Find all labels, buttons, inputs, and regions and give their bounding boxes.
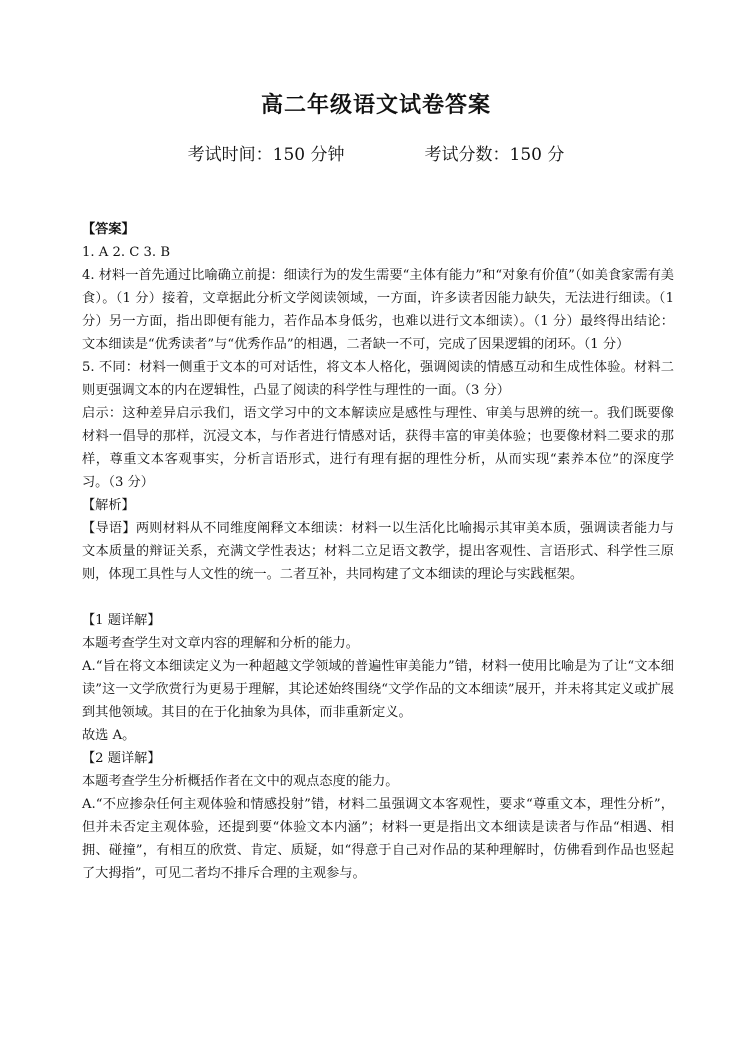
detail-2-intro: 本题考查学生分析概括作者在文中的观点态度的能力。 <box>82 774 399 789</box>
answer-heading: 【答案】 <box>82 222 135 237</box>
question-5-insight: 启示：这种差异启示我们，语文学习中的文本解读应是感性与理性、审美与思辨的统一。我们既要像材料一倡导的那样，沉浸文本，与作者进行情感对话，获得丰富的审美体验；也要像材料二要求的那样，尊重文本客观事实，分析言语形式，进行有理有据的理性分析，从而实现“素养本位”的深度学习。（3 分） <box>82 406 674 490</box>
question-5-difference: 5. 不同：材料一侧重于文本的可对话性，将文本人格化，强调阅读的情感互动和生成性体验。材料二则更强调文本的内在逻辑性，凸显了阅读的科学性与理性的一面。（3 分） <box>82 360 674 398</box>
exam-time: 考试时间：150 分钟 <box>187 145 345 165</box>
multiple-choice-answers: 1. A 2. C 3. B <box>82 245 171 260</box>
blank-line <box>82 586 674 609</box>
detail-1-intro: 本题考查学生对文章内容的理解和分析的能力。 <box>82 636 359 651</box>
detail-1-choice: 故选 A。 <box>82 728 136 743</box>
detail-1-option-a: A.“旨在将文本细读定义为一种超越文学领域的普遍性审美能力”错，材料一使用比喻是为了让“文本细读”这一文学欣赏行为更易于理解，其论述始终围绕“文学作品的文本细读”展开，并未将其定义或扩展到其他领域。其目的在于化抽象为具体，而非重新定义。 <box>82 659 674 720</box>
exam-score: 考试分数：150 分 <box>424 145 565 165</box>
analysis-heading: 【解析】 <box>82 498 135 513</box>
guide-paragraph: 【导语】两则材料从不同维度阐释文本细读：材料一以生活化比喻揭示其审美本质，强调读者能力与文本质量的辩证关系，充满文学性表达；材料二立足语文教学，提出客观性、言语形式、科学性三原则，体现工具性与人文性的统一。二者互补，共同构建了文本细读的理论与实践框架。 <box>82 521 674 582</box>
detail-2-heading: 【2 题详解】 <box>82 751 161 766</box>
detail-1-heading: 【1 题详解】 <box>82 613 161 628</box>
detail-2-option-a: A.“不应掺杂任何主观体验和情感投射”错，材料二虽强调文本客观性，要求“尊重文本，理性分析”，但并未否定主观体验，还提到要“体验文本内涵”；材料一更是指出文本细读是读者与作品“相遇、相拥、碰撞”，有相互的欣赏、肯定、质疑，如“得意于自己对作品的某种理解时，仿佛看到作品也竖起了大拇指”，可见二者均不排斥合理的主观参与。 <box>82 797 674 881</box>
answer-body <box>82 218 674 885</box>
question-4-answer: 4. 材料一首先通过比喻确立前提：细读行为的发生需要“主体有能力”和“对象有价值”（如美食家需有美食）。（1 分）接着，文章据此分析文学阅读领域，一方面，许多读者因能力缺失，无法进行细读。（1 分）另一方面，指出即便有能力，若作品本身低劣，也难以进行文本细读）。（1 分）最终得出结论：文本细读是“优秀读者”与“优秀作品”的相遇，二者缺一不可，完成了因果逻辑的闭环。（1 分） <box>82 268 674 352</box>
page-title: 高二年级语文试卷答案 <box>260 92 491 118</box>
exam-info <box>0 140 752 165</box>
